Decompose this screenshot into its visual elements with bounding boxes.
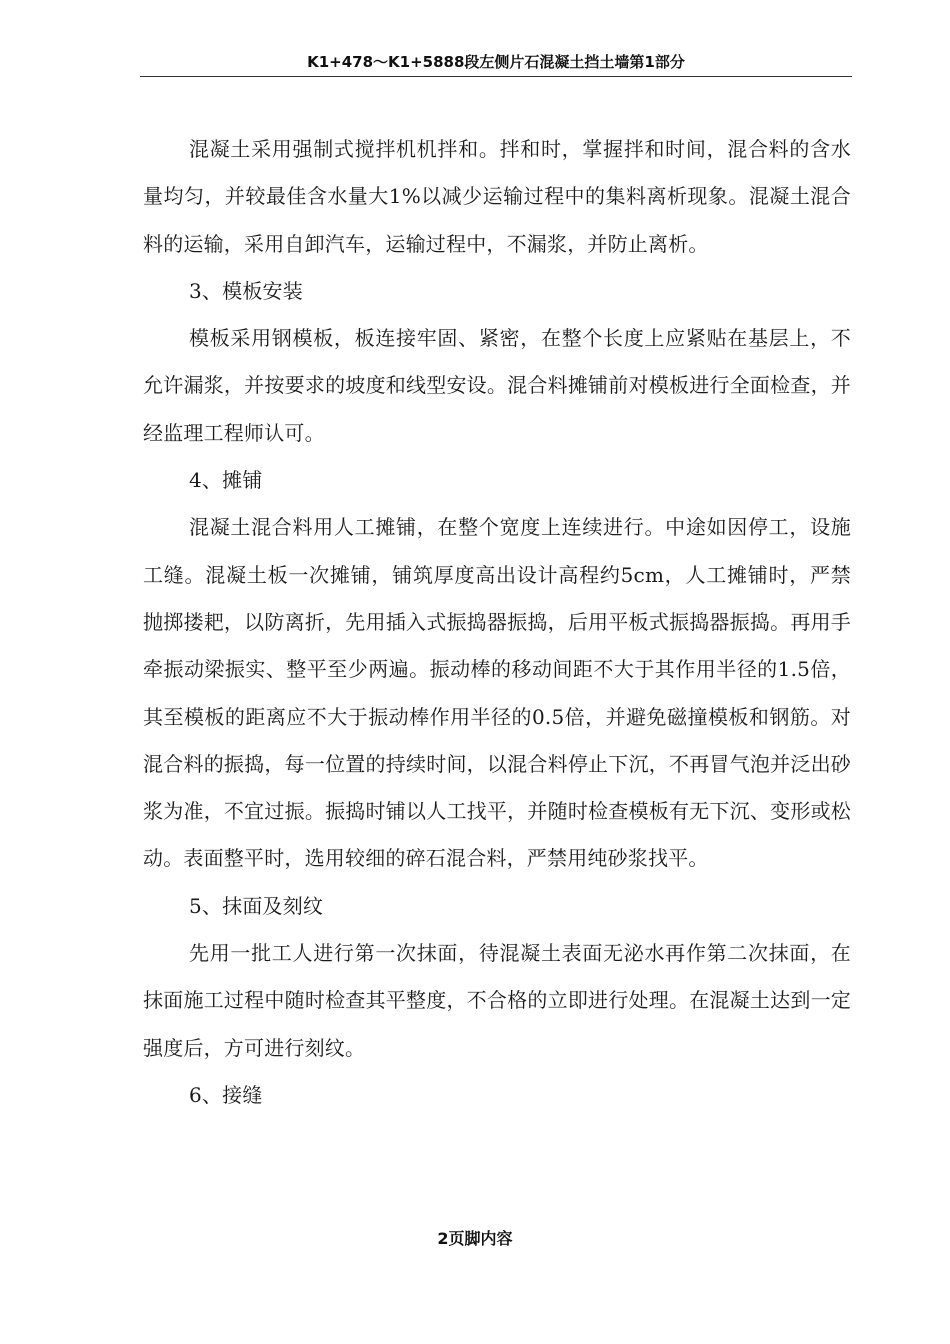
paragraph-mixing: 混凝土采用强制式搅拌机机拌和。拌和时，掌握拌和时间，混合料的含水量均匀，并较最佳含水量大1%以减少运输过程中的集料离析现象。混凝土混合料的运输，采用自卸汽车，运输过程中，不漏浆，并防止离析。 — [143, 137, 851, 256]
paragraph-formwork: 模板采用钢模板，板连接牢固、紧密，在整个长度上应紧贴在基层上，不允许漏浆，并按要求的坡度和线型安设。混合料摊铺前对模板进行全面检查，并经监理工程师认可。 — [143, 326, 851, 445]
page-header — [140, 50, 852, 77]
section-heading-finishing: 5、抹面及刻纹 — [189, 893, 324, 918]
page-footer — [0, 1226, 950, 1249]
section-heading-paving: 4、摊铺 — [189, 468, 263, 493]
section-heading-joints: 6、接缝 — [189, 1082, 263, 1107]
paragraph-paving: 混凝土混合料用人工摊铺，在整个宽度上连续进行。中途如因停工，设施工缝。混凝土板一次摊铺，铺筑厚度高出设计高程约5cm，人工摊铺时，严禁抛掷搂耙，以防离折，先用插入式振捣器振捣，后用平板式振捣器振捣。再用手牵振动梁振实、整平至少两遍。振动棒的移动间距不大于其作用半径的1.5倍，其至模板的距离应不大于振动棒作用半径的0.5倍，并避免磁撞模板和钢筋。对混合料的振捣，每一位置的持续时间，以混合料停止下沉，不再冒气泡并泛出砂浆为准，不宜过振。振捣时铺以人工找平，并随时检查模板有无下沉、变形或松动。表面整平时，选用较细的碎石混合料，严禁用纯砂浆找平。 — [143, 515, 851, 871]
paragraph-finishing: 先用一批工人进行第一次抹面，待混凝土表面无泌水再作第二次抹面，在抹面施工过程中随时检查其平整度，不合格的立即进行处理。在混凝土达到一定强度后，方可进行刻纹。 — [143, 941, 851, 1060]
header-title: K1+478～K1+5888段左侧片石混凝土挡土墙第1部分 — [307, 53, 685, 71]
footer-text: 2页脚内容 — [437, 1229, 513, 1248]
section-heading-formwork: 3、模板安装 — [189, 278, 303, 303]
document-body — [143, 126, 851, 1119]
